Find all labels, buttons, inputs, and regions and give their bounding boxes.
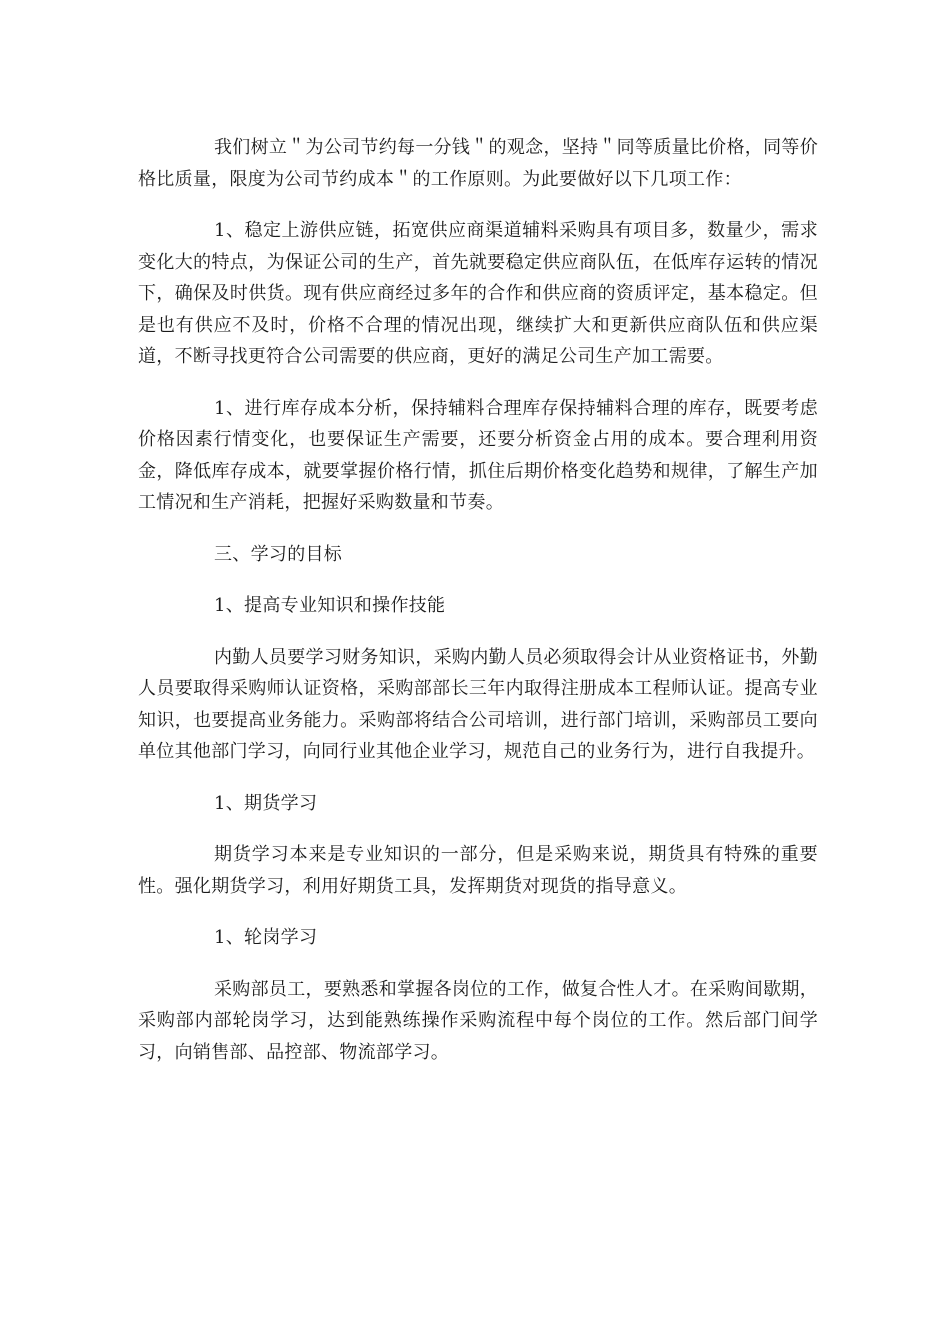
document-body [138, 132, 818, 1088]
paragraph-futures-learning: 期货学习本来是专业知识的一部分，但是采购来说，期货具有特殊的重要性。强化期货学习，利用好期货工具，发挥期货对现货的指导意义。 [138, 844, 818, 897]
paragraph-inventory-cost: 1、进行库存成本分析，保持辅料合理库存保持辅料合理的库存，既要考虑价格因素行情变化，也要保证生产需要，还要分析资金占用的成本。要合理利用资金，降低库存成本，就要掌握价格行情，抓住后期价格变化趋势和规律，了解生产加工情况和生产消耗，把握好采购数量和节奏。 [138, 397, 818, 513]
section-heading-learning-goals: 三、学习的目标 [214, 543, 343, 565]
paragraph-professional-skills: 内勤人员要学习财务知识，采购内勤人员必须取得会计从业资格证书，外勤人员要取得采购师认证资格，采购部部长三年内取得注册成本工程师认证。提高专业知识，也要提高业务能力。采购部将结合公司培训，进行部门培训，采购部员工要向单位其他部门学习，向同行业其他企业学习，规范自己的业务行为，进行自我提升。 [138, 646, 818, 762]
paragraph-principle: 我们树立＂为公司节约每一分钱＂的观念，坚持＂同等质量比价格，同等价格比质量，限度为公司节约成本＂的工作原则。为此要做好以下几项工作： [138, 137, 818, 190]
subheading-rotation-learning: 1、轮岗学习 [214, 927, 318, 948]
paragraph-supply-chain: 1、稳定上游供应链，拓宽供应商渠道辅料采购具有项目多，数量少，需求变化大的特点，为保证公司的生产，首先就要稳定供应商队伍，在低库存运转的情况下，确保及时供货。现有供应商经过多年的合作和供应商的资质评定，基本稳定。但是也有供应不及时，价格不合理的情况出现，继续扩大和更新供应商队伍和供应渠道，不断寻找更符合公司需要的供应商，更好的满足公司生产加工需要。 [138, 220, 818, 367]
subheading-professional-skills: 1、提高专业知识和操作技能 [214, 595, 446, 616]
subheading-futures-learning: 1、期货学习 [214, 792, 318, 814]
paragraph-rotation-learning: 采购部员工，要熟悉和掌握各岗位的工作，做复合性人才。在采购间歇期，采购部内部轮岗学习，达到能熟练操作采购流程中每个岗位的工作。然后部门间学习，向销售部、品控部、物流部学习。 [138, 978, 818, 1063]
